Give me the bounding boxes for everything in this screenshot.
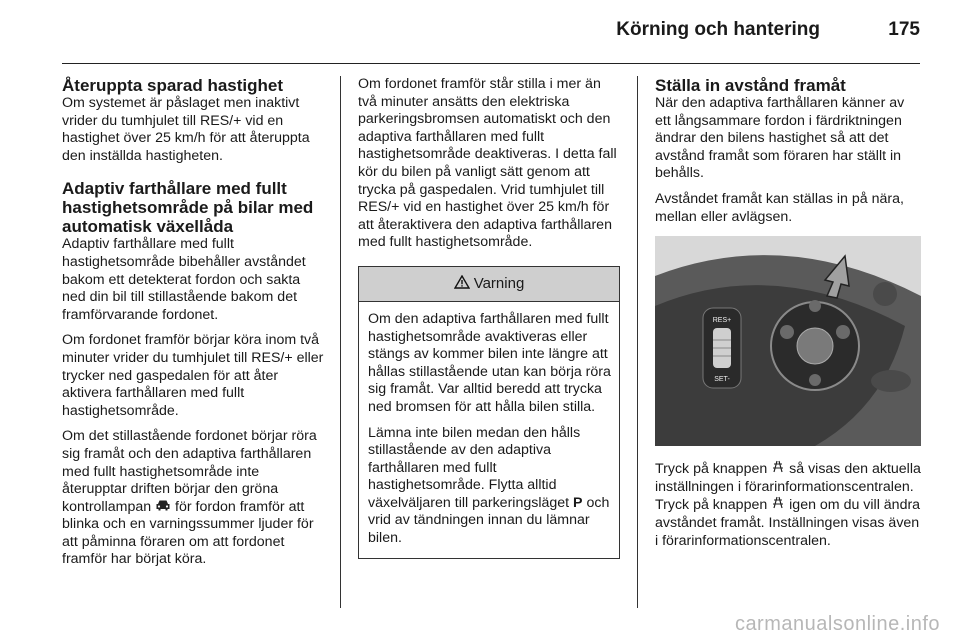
paragraph-text: igen om du vill ändra avståndet framåt. Inställningen visas även i förarinformationscentralen. bbox=[655, 497, 921, 549]
paragraph-text: Lämna inte bilen medan den hålls stillastående av den adaptiva farthållaren med fullt hastighetsområde. Flytta alltid växelväljaren till parkeringsläget bbox=[368, 424, 581, 511]
paragraph-text: så visas den aktuella inställningen i förarinformationscentralen. Tryck på knappen bbox=[655, 461, 921, 514]
column-divider bbox=[637, 76, 638, 608]
warning-header bbox=[359, 267, 619, 302]
page-header bbox=[62, 0, 920, 64]
paragraph: Om fordonet framför står stilla i mer än två minuter ansätts den elektriska parkeringsbromsen automatiskt och den adaptiva farthållaren med fullt hastighetsområde deaktiveras. I detta fall kör du bilen på vanligt sätt genom att trycka på gaspedalen. Vrid tumhjulet till RES/+ vid en hastighet över 25 km/h för att återaktivera den adaptiva farthållaren med fullt hastighetsområde. bbox=[358, 76, 617, 251]
paragraph: Om den adaptiva farthållaren med fullt hastighetsområde avaktiveras eller stängs av kommer bilen inte längre att hållas stillastående utan kan börja röra sig framåt. Var alltid beredd att trycka ned bromsen för att hålla bilen stilla. bbox=[368, 310, 611, 415]
paragraph bbox=[368, 425, 611, 548]
section-title: Körning och hantering bbox=[616, 19, 820, 40]
paragraph: När den adaptiva farthållaren känner av ett långsammare fordon i färdriktningen ändrar den bilens hastighet så att det avstånd framåt som föraren har ställt in behålls. bbox=[655, 95, 905, 182]
paragraph: Om fordonet framför börjar köra inom två minuter vrider du tumhjulet till RES/+ eller trycker ned gaspedalen för att åter aktivera farthållaren med fullt hastighetsområde. bbox=[62, 332, 324, 419]
res-label: RES+ bbox=[712, 317, 732, 325]
watermark: carmanualsonline.info bbox=[734, 613, 940, 635]
column-divider bbox=[340, 76, 341, 608]
warning-body bbox=[359, 302, 619, 558]
warning-title: Varning bbox=[473, 275, 525, 293]
park-position-label: P bbox=[573, 494, 583, 511]
column-3 bbox=[655, 76, 921, 558]
warning-triangle-icon bbox=[454, 275, 470, 294]
page-number: 175 bbox=[888, 19, 920, 40]
paragraph bbox=[655, 460, 921, 550]
paragraph-text: för fordon framför att blinka och en varningssummer ljuder för att påminna föraren om att fordonet framför har börjat köra. bbox=[62, 498, 314, 568]
heading-resume-speed: Återuppta sparad hastighet bbox=[62, 76, 284, 95]
column-1 bbox=[62, 76, 324, 577]
following-distance-icon bbox=[771, 460, 785, 479]
paragraph: Om systemet är påslaget men inaktivt vrider du tumhjulet till RES/+ vid en hastighet över 25 km/h för att återuppta den inställda hastigheten. bbox=[62, 95, 310, 164]
paragraph-text: Om det stillastående fordonet börjar röra sig framåt och den adaptiva farthållaren med fullt hastighetsområde inte återupptar driften börjar den gröna kontrollampan bbox=[62, 428, 317, 515]
heading-adaptive-cruise: Adaptiv farthållare med fullt hastighetsområde på bilar med automatisk växellåda bbox=[62, 179, 314, 237]
paragraph-text: och vrid av tändningen innan du lämnar bilen. bbox=[368, 494, 610, 547]
paragraph: Avståndet framåt kan ställas in på nära, mellan eller avlägsen. bbox=[655, 190, 904, 225]
steering-wheel-controls-illustration bbox=[655, 236, 921, 446]
paragraph bbox=[62, 428, 324, 569]
following-distance-icon bbox=[771, 496, 785, 515]
paragraph: Adaptiv farthållare med fullt hastighetsområde bibehåller avståndet bakom ett detekterat fordon och sakta ned din bil till stillastående bakom det framförvarande fordonet. bbox=[62, 236, 306, 323]
set-label: SET- bbox=[714, 376, 730, 384]
column-2 bbox=[358, 76, 620, 559]
heading-set-distance: Ställa in avstånd framåt bbox=[655, 76, 846, 95]
vehicle-ahead-icon bbox=[155, 499, 171, 517]
warning-box bbox=[358, 266, 620, 559]
paragraph-text: Tryck på knappen bbox=[655, 461, 768, 478]
